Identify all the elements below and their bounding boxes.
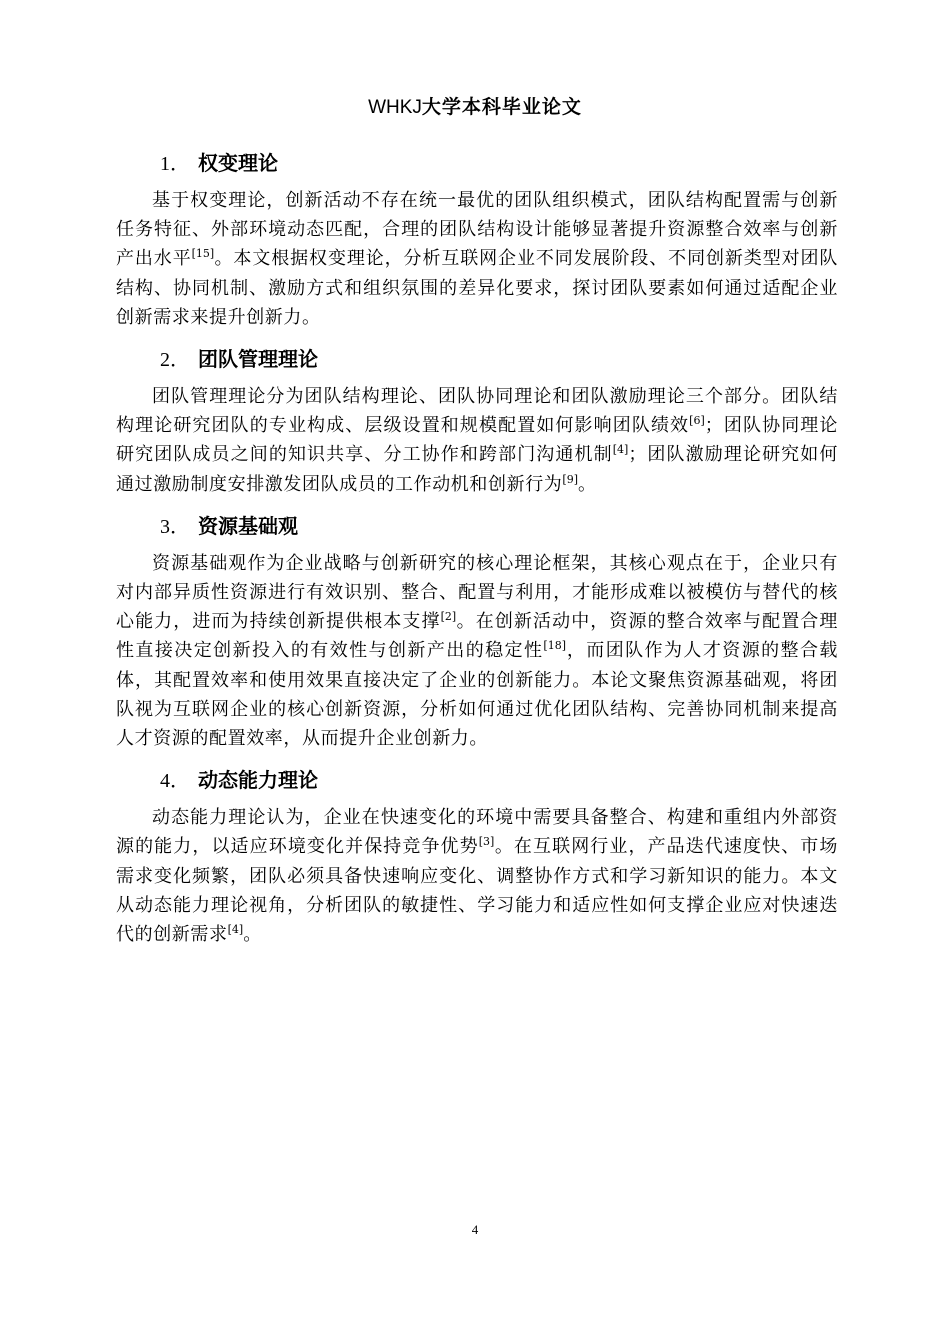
text-run: 。 bbox=[578, 473, 597, 495]
section-paragraph bbox=[116, 803, 838, 949]
text-run: 。在创新活动中，资源的整合效率与配置合理性直接决定创新投入的有效性与创新产出的稳定性 bbox=[116, 611, 838, 662]
section-number: 1． bbox=[160, 153, 190, 175]
section-number: 3． bbox=[160, 515, 190, 538]
text-run: 动态能力理论认为，企业在快速变化的环境中需要具备整合、构建和重组内外部资源的能力，以适应环境变化并保持竞争优势 bbox=[116, 807, 838, 858]
citation-ref: [9] bbox=[562, 472, 578, 486]
header-cjk-text: 大学本科毕业论文 bbox=[421, 96, 582, 118]
document-body bbox=[116, 146, 838, 959]
section-number: 4． bbox=[160, 770, 190, 793]
section-number: 2． bbox=[160, 349, 190, 372]
section-heading bbox=[116, 342, 838, 376]
citation-ref: [15] bbox=[191, 247, 215, 261]
section-paragraph bbox=[116, 186, 838, 332]
section-team-management-theory bbox=[116, 342, 838, 499]
section-heading bbox=[116, 509, 838, 543]
text-run: ；团队激励理论研究如何通过激励制度安排激发团队成员的工作动机和创新行为 bbox=[116, 444, 838, 495]
section-paragraph bbox=[116, 382, 838, 499]
citation-ref: [6] bbox=[689, 414, 705, 428]
section-paragraph bbox=[116, 549, 838, 753]
text-run: 基于权变理论，创新活动不存在统一最优的团队组织模式，团队结构配置需与创新任务特征、外部环境动态匹配，合理的团队结构设计能够显著提升资源整合效率与创新产出水平 bbox=[116, 190, 838, 270]
text-run: 。本文根据权变理论，分析互联网企业不同发展阶段、不同创新类型对团队结构、协同机制、激励方式和组织氛围的差异化要求，探讨团队要素如何通过适配企业创新需求来提升创新力。 bbox=[116, 248, 839, 328]
running-header bbox=[0, 94, 950, 121]
section-resource-based-view bbox=[116, 509, 838, 753]
text-run: 资源基础观作为企业战略与创新研究的核心理论框架，其核心观点在于，企业只有对内部异质性资源进行有效识别、整合、配置与利用，才能形成难以被模仿与替代的核心能力，进而为持续创新提供根本支撑 bbox=[116, 552, 838, 633]
citation-ref: [2] bbox=[440, 610, 457, 624]
section-title: 团队管理理论 bbox=[198, 347, 318, 372]
section-dynamic-capability-theory bbox=[116, 763, 838, 949]
text-run: 。 bbox=[243, 924, 262, 946]
section-title: 动态能力理论 bbox=[198, 768, 318, 793]
page-number: 4 bbox=[471, 1222, 479, 1237]
section-title: 资源基础观 bbox=[198, 513, 298, 538]
citation-ref: [4] bbox=[227, 923, 244, 937]
text-run: ，而团队作为人才资源的整合载体，其配置效率和使用效果直接决定了企业的创新能力。本论文聚焦资源基础观，将团队视为互联网企业的核心创新资源，分析如何通过优化团队结构、完善协同机制来提高人才资源的配置效率，从而提升企业创新力。 bbox=[116, 640, 839, 750]
text-run: 团队管理理论分为团队结构理论、团队协同理论和团队激励理论三个部分。团队结构理论研究团队的专业构成、层级设置和规模配置如何影响团队绩效 bbox=[116, 386, 838, 437]
text-run: 。在互联网行业，产品迭代速度快、市场需求变化频繁，团队必须具备快速响应变化、调整协作方式和学习新知识的能力。本文从动态能力理论视角，分析团队的敏捷性、学习能力和适应性如何支撑企业应对快速迭代的创新需求 bbox=[116, 836, 838, 946]
text-run: ；团队协同理论研究团队成员之间的知识共享、分工协作和跨部门沟通机制 bbox=[116, 415, 838, 466]
section-heading bbox=[116, 146, 838, 180]
citation-ref: [18] bbox=[543, 639, 567, 653]
citation-ref: [4] bbox=[612, 443, 629, 457]
header-latin-text: WHKJ bbox=[368, 97, 422, 118]
section-contingency-theory bbox=[116, 146, 838, 332]
section-title: 权变理论 bbox=[198, 151, 278, 175]
section-heading bbox=[116, 763, 838, 797]
citation-ref: [3] bbox=[478, 835, 495, 849]
